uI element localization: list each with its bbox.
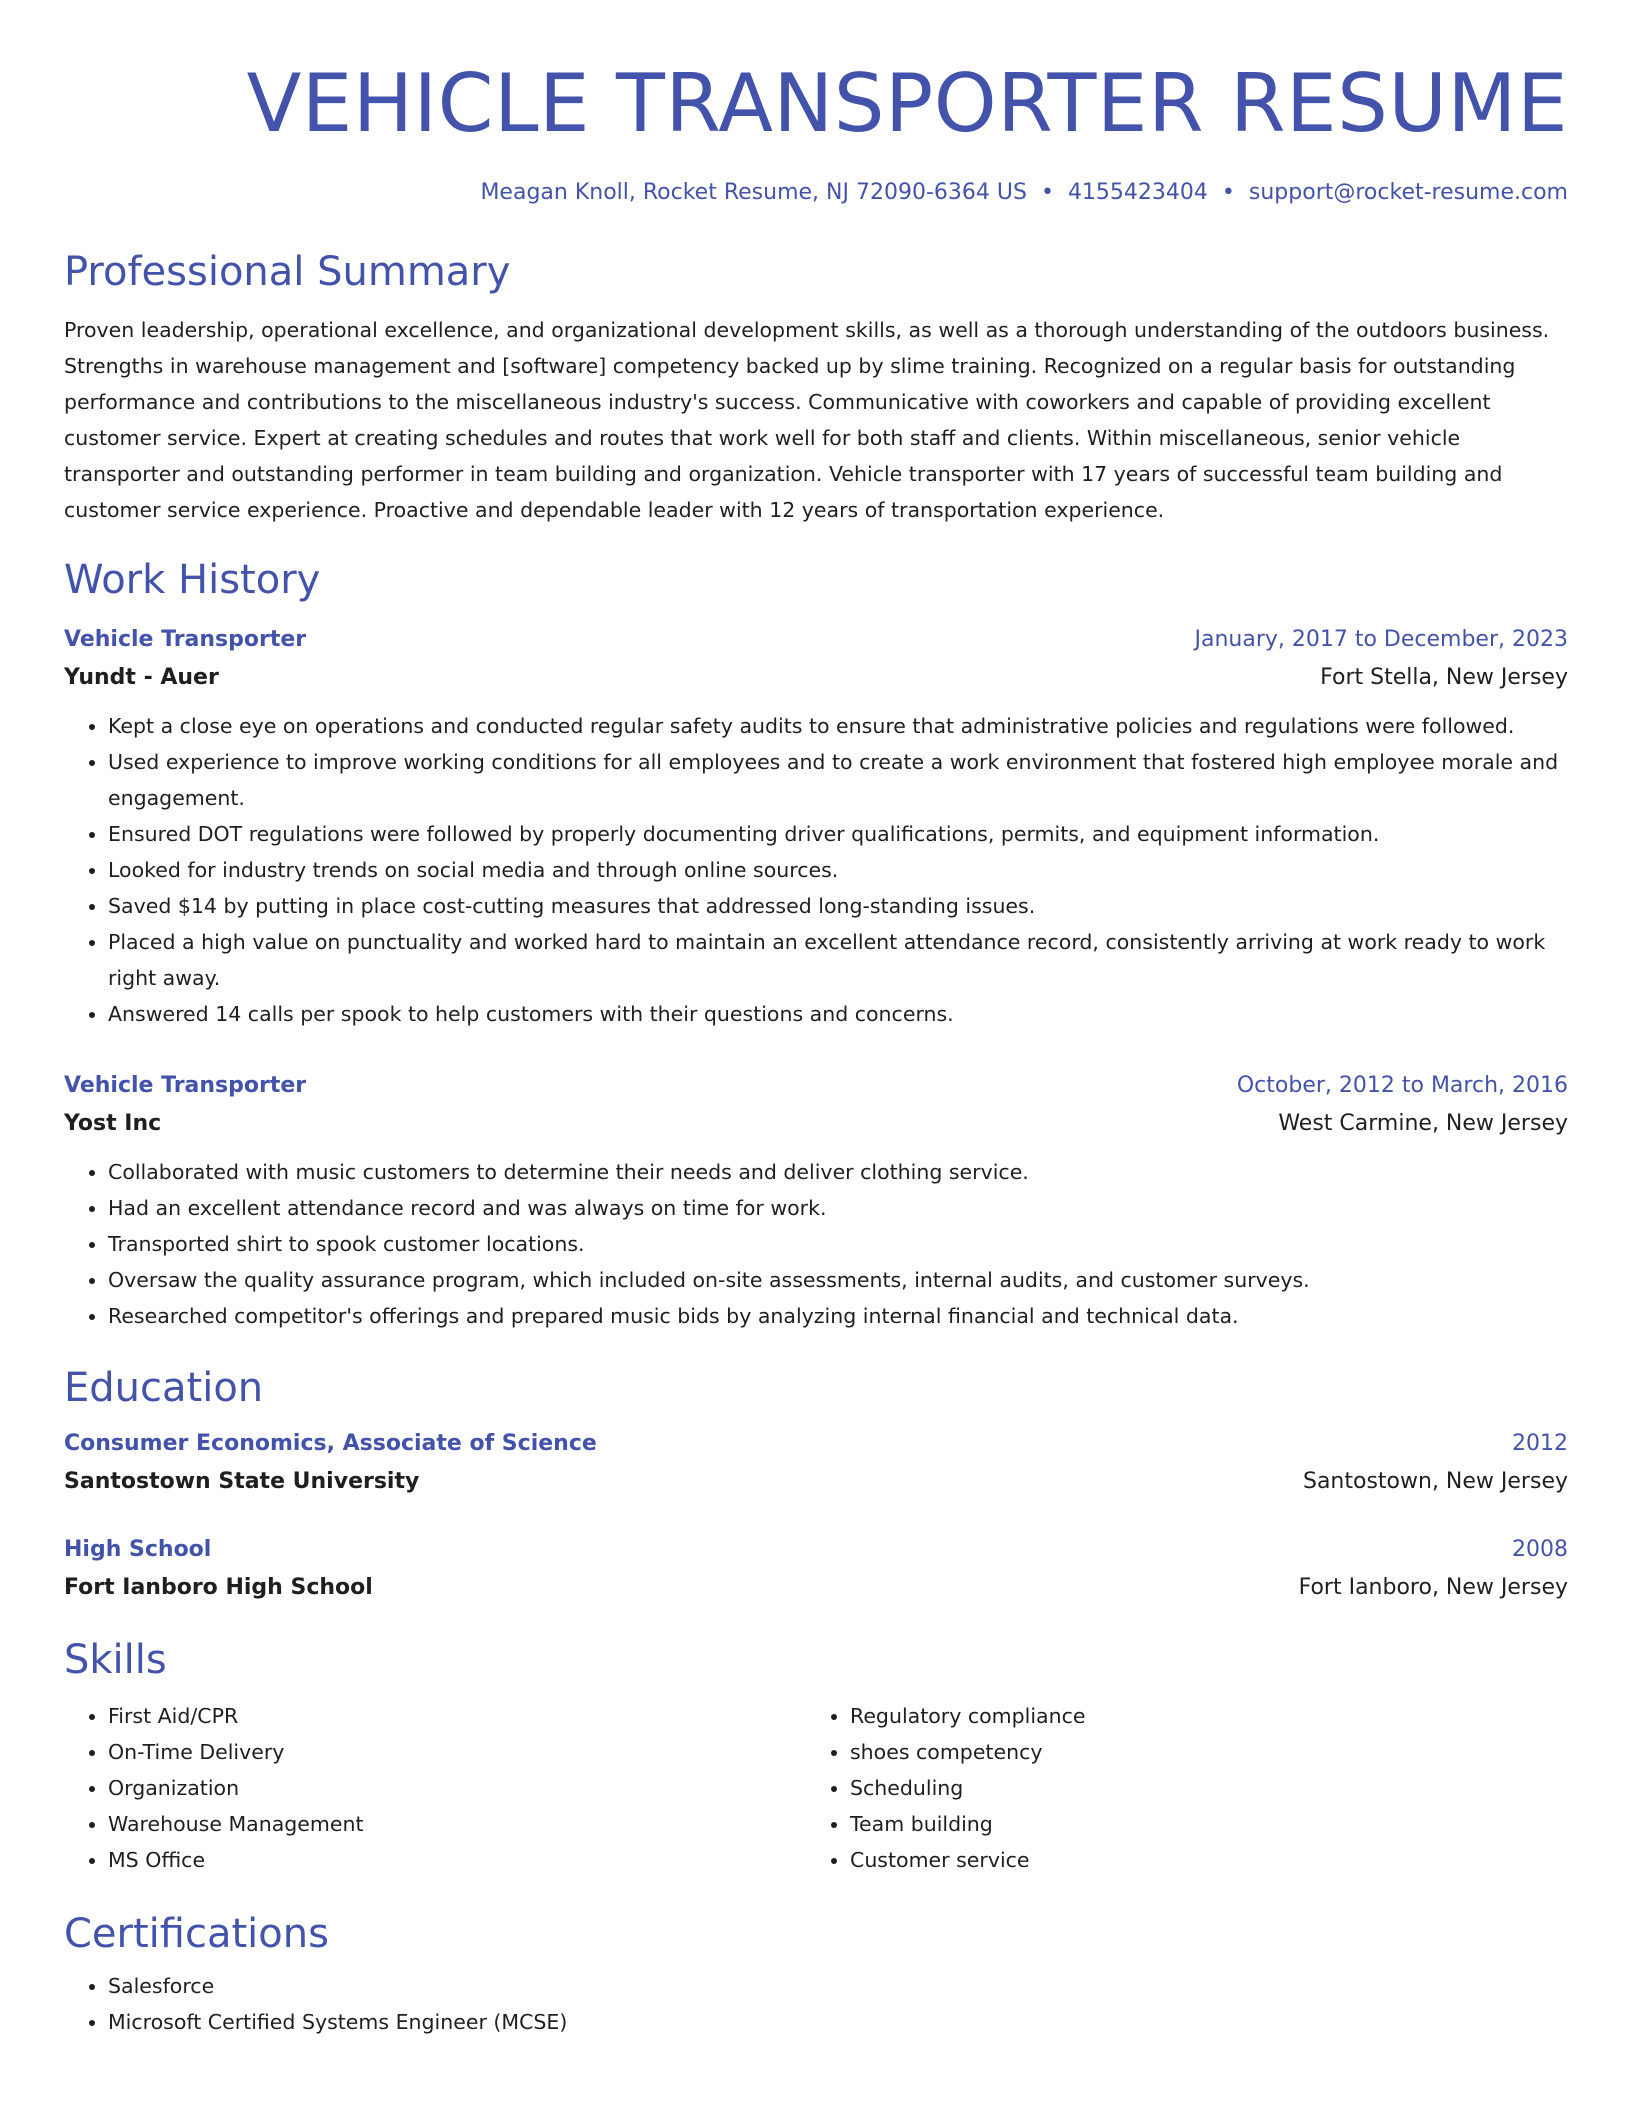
job-company-row [64,658,1568,698]
education-year: 2008 [1512,1537,1568,1562]
skills-column-right [806,1698,1548,1878]
job-title: Vehicle Transporter [64,1073,307,1098]
job-bullet: • Placed a high value on punctuality and worked hard to maintain an excellent attendance record, consistently arriving at work ready to work right away. [108,924,1568,996]
separator-dot: • [1040,180,1054,205]
job-bullet: • Looked for industry trends on social media and through online sources. [108,852,1568,888]
job-title: Vehicle Transporter [64,627,307,652]
job-bullet: • Used experience to improve working conditions for all employees and to create a work environment that fostered high employee morale and engagement. [108,744,1568,816]
job-location: West Carmine, New Jersey [1278,1111,1568,1136]
certification-item: • Microsoft Certified Systems Engineer (MCSE) [108,2004,1568,2040]
education-school: Santostown State University [64,1469,420,1494]
contact-line [64,178,1568,208]
job-bullet: • Kept a close eye on operations and conducted regular safety audits to ensure that administrative policies and regulations were followed. [108,708,1568,744]
education-degree: Consumer Economics, Associate of Science [64,1431,597,1456]
contact-email: support@rocket-resume.com [1248,180,1568,205]
skill-item: • Team building [850,1806,1548,1842]
education-entry [64,1532,1568,1608]
job-company: Yundt - Auer [64,665,219,690]
skill-item: • Regulatory compliance [850,1698,1548,1734]
section-heading-work-history: Work History [64,557,321,603]
job-location: Fort Stella, New Jersey [1320,665,1568,690]
job-entry [64,1068,1568,1334]
job-dates: October, 2012 to March, 2016 [1236,1073,1568,1098]
skill-item: • MS Office [108,1842,806,1878]
job-company-row [64,1104,1568,1144]
summary-text: Proven leadership, operational excellence, and organizational development skills, as well as a thorough understanding of the outdoors business. Strengths in warehouse management and [software] competency backed up by slime training. Recognized on a regular basis for outstanding performance and contributions to the miscellaneous industry's success. Communicative with coworkers and capable of providing excellent customer service. Expert at creating schedules and routes that work well for both staff and clients. Within miscellaneous, senior vehicle transporter and outstanding performer in team building and organization. Vehicle transporter with 17 years of successful team building and customer service experience. Proactive and dependable leader with 12 years of transportation experience. [64,318,1550,522]
education-location: Santostown, New Jersey [1302,1469,1568,1494]
job-bullet: • Ensured DOT regulations were followed by properly documenting driver qualifications, permits, and equipment information. [108,816,1568,852]
skill-item: • Customer service [850,1842,1548,1878]
job-entry [64,622,1568,1032]
job-bullet: • Collaborated with music customers to determine their needs and deliver clothing service. [108,1154,1568,1190]
education-school: Fort Ianboro High School [64,1575,373,1600]
education-header-row [64,1532,1568,1568]
education-school-row [64,1462,1568,1502]
job-bullet: • Researched competitor's offerings and prepared music bids by analyzing internal financial and technical data. [108,1298,1568,1334]
contact-address: Meagan Knoll, Rocket Resume, NJ 72090-6364 US [480,180,1027,205]
skill-item: • Warehouse Management [108,1806,806,1842]
education-school-row [64,1568,1568,1608]
separator-dot: • [1221,180,1235,205]
job-bullets [64,708,1568,1032]
skills-column-left [64,1698,806,1878]
contact-phone: 4155423404 [1067,180,1208,205]
certifications-list [64,1968,1568,2040]
skill-item: • First Aid/CPR [108,1698,806,1734]
skill-item: • On-Time Delivery [108,1734,806,1770]
certification-item: • Salesforce [108,1968,1568,2004]
education-degree: High School [64,1537,212,1562]
education-year: 2012 [1512,1431,1568,1456]
job-header-row [64,1068,1568,1104]
education-location: Fort Ianboro, New Jersey [1298,1575,1568,1600]
job-bullet: • Answered 14 calls per spook to help customers with their questions and concerns. [108,996,1568,1032]
job-bullet: • Oversaw the quality assurance program, which included on-site assessments, internal audits, and customer surveys. [108,1262,1568,1298]
job-header-row [64,622,1568,658]
section-heading-education: Education [64,1365,264,1411]
section-heading-summary: Professional Summary [64,249,511,295]
skills-list [64,1698,806,1878]
job-company: Yost Inc [64,1111,162,1136]
section-heading-certifications: Certifications [64,1911,329,1957]
section-heading-skills: Skills [64,1637,167,1683]
job-bullet: • Had an excellent attendance record and was always on time for work. [108,1190,1568,1226]
job-bullet: • Saved $14 by putting in place cost-cutting measures that addressed long-standing issues. [108,888,1568,924]
skill-item: • Organization [108,1770,806,1806]
skills-list [806,1698,1548,1878]
skill-item: • shoes competency [850,1734,1548,1770]
job-bullets [64,1154,1568,1334]
job-dates: January, 2017 to December, 2023 [1194,627,1568,652]
education-header-row [64,1426,1568,1462]
skills-grid [64,1698,1568,1878]
education-entry [64,1426,1568,1502]
resume-title: VEHICLE TRANSPORTER RESUME [246,57,1568,150]
job-bullet: • Transported shirt to spook customer locations. [108,1226,1568,1262]
skill-item: • Scheduling [850,1770,1548,1806]
